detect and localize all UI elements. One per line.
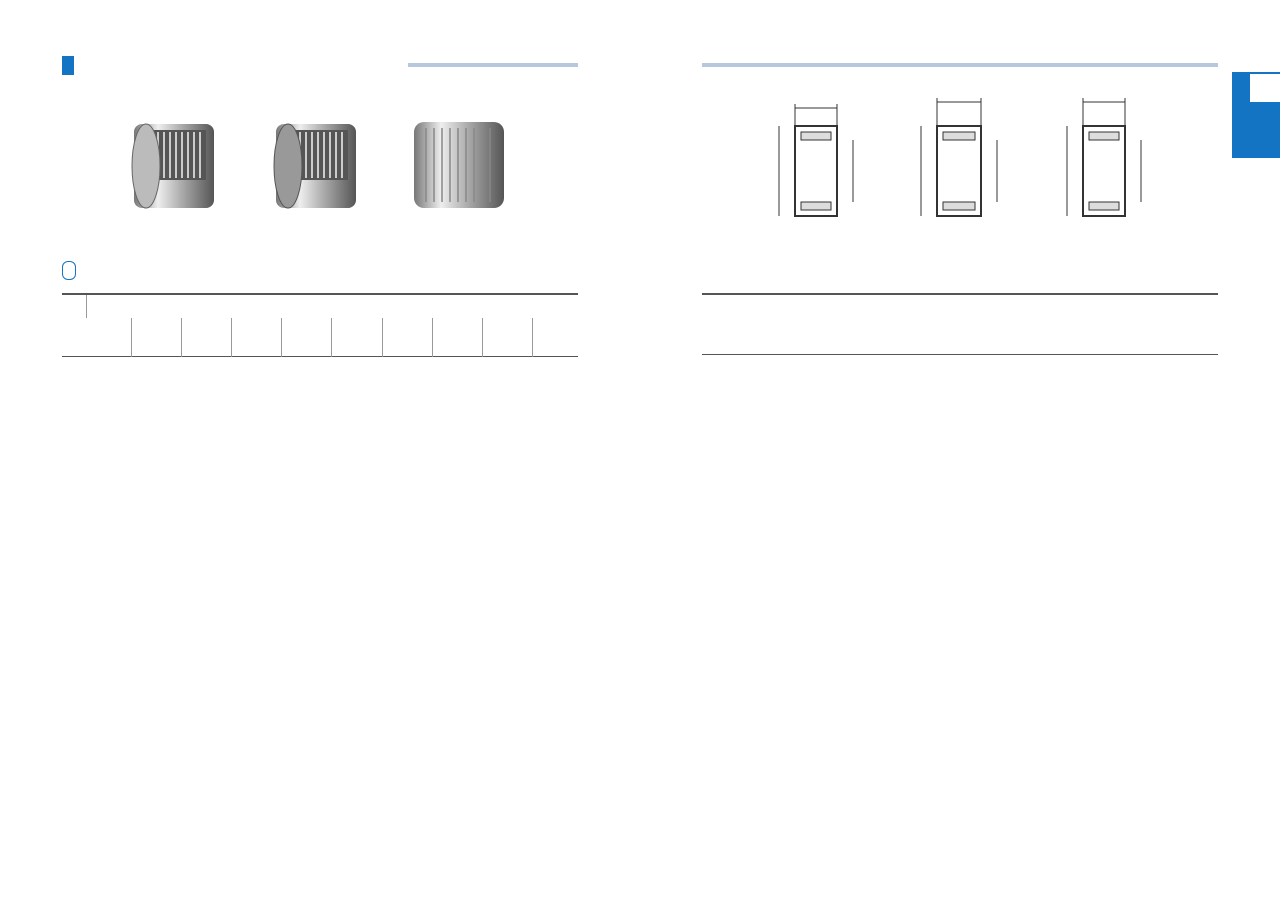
hdr-n-2 xyxy=(1068,342,1112,354)
hdr-housing-bore xyxy=(852,318,1024,342)
hdr-j7-min xyxy=(895,342,938,354)
side-tab-letter xyxy=(1250,74,1280,102)
hdr-rpm xyxy=(1112,342,1158,354)
hdr-shaft xyxy=(62,294,86,356)
hdr-j7-max xyxy=(852,342,895,354)
diagram-tam-tlam xyxy=(921,98,997,216)
hdr-mass-5 xyxy=(533,318,578,356)
bearing-photo-tam xyxy=(274,124,356,208)
hdr-n7-max xyxy=(938,342,981,354)
hdr-closed-end-1 xyxy=(181,318,231,356)
hdr-mass-1 xyxy=(131,318,181,356)
hdr-shaft-min xyxy=(827,342,852,354)
dimensions-table xyxy=(702,293,1218,355)
hdr-basic-dynamic xyxy=(1024,294,1068,342)
hdr-n7-min xyxy=(981,342,1024,354)
hdr-mass-4 xyxy=(432,318,482,356)
hdr-shaft-max xyxy=(802,342,827,354)
title-rule-right xyxy=(702,63,1218,67)
hdr-basic-static xyxy=(1068,294,1112,342)
shaft-dia-range xyxy=(62,261,76,280)
hdr-assembled-inner-ring xyxy=(1158,294,1218,342)
diagram-yt xyxy=(1067,98,1141,216)
section-title xyxy=(62,56,74,75)
hdr-id-number xyxy=(86,294,578,318)
hdr-c xyxy=(752,318,777,354)
bearing-photo-ta xyxy=(132,124,214,208)
hdr-fw xyxy=(702,318,727,354)
cross-section-diagrams xyxy=(765,96,1165,221)
identification-table xyxy=(62,293,578,357)
hdr-mass-2 xyxy=(232,318,282,356)
hdr-standard-2 xyxy=(282,318,332,356)
hdr-allowable-speed xyxy=(1112,294,1158,342)
hdr-t1 xyxy=(777,318,802,354)
title-rule-left xyxy=(408,63,578,67)
side-index-tab[interactable] xyxy=(1232,72,1280,158)
hdr-mass-3 xyxy=(332,318,382,356)
hdr-shaft-dia xyxy=(802,318,852,342)
hdr-standard-mounting xyxy=(802,294,1024,318)
hdr-boundary xyxy=(702,294,802,318)
hdr-standard-1 xyxy=(86,318,131,356)
bearing-photo-yt xyxy=(414,122,504,208)
hdr-n-1 xyxy=(1024,342,1068,354)
hdr-closed-end-2 xyxy=(382,318,432,356)
bearing-photos xyxy=(126,106,506,216)
hdr-d xyxy=(727,318,752,354)
hdr-grease-retained xyxy=(483,318,533,356)
diagram-ta-tla xyxy=(779,104,853,216)
